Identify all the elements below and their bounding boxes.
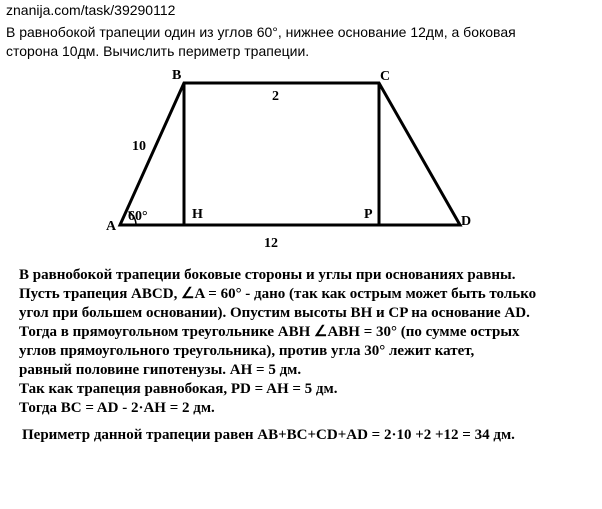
task-line: сторона 10дм. Вычислить периметр трапеции. — [6, 43, 310, 59]
label-angle-a: 60° — [128, 209, 148, 224]
trapezoid-outline — [120, 83, 460, 225]
solution-line: Тогда BC = AD - 2·AH = 2 дм. — [19, 400, 215, 416]
vertex-label-a: A — [106, 219, 117, 234]
solution-line: В равнобокой трапеции боковые стороны и углы при основаниях равны. — [19, 267, 516, 283]
label-base-ad: 12 — [264, 236, 278, 251]
task-line: В равнобокой трапеции один из углов 60°, нижнее основание 12дм, а боковая — [6, 24, 516, 40]
solution-line: угол при большем основании). Опустим высоты BH и CP на основание AD. — [19, 305, 530, 321]
solution-line: углов прямоугольного треугольника), против угла 30° лежит катет, — [19, 343, 475, 359]
label-base-bc: 2 — [272, 89, 279, 104]
vertex-label-p: P — [364, 207, 373, 222]
vertex-label-c: C — [380, 69, 391, 84]
source-url: znanija.com/task/39290112 — [6, 2, 176, 18]
solution-text — [19, 266, 536, 418]
label-side-ab: 10 — [132, 139, 146, 154]
solution-line: Пусть трапеция ABCD, ∠A = 60° - дано (так как острым может быть только — [19, 286, 537, 302]
vertex-label-d: D — [461, 214, 472, 229]
vertex-label-h: H — [192, 207, 203, 222]
answer-text: Периметр данной трапеции равен AB+BC+CD+AD = 2·10 +2 +12 = 34 дм. — [22, 427, 515, 443]
solution-line: равный половине гипотенузы. AH = 5 дм. — [19, 362, 302, 378]
solution-line: Тогда в прямоугольном треугольнике ABH ∠ABH = 30° (по сумме острых — [19, 324, 520, 340]
solution-line: Так как трапеция равнобокая, PD = AH = 5 дм. — [19, 381, 338, 397]
vertex-label-b: B — [172, 68, 182, 83]
